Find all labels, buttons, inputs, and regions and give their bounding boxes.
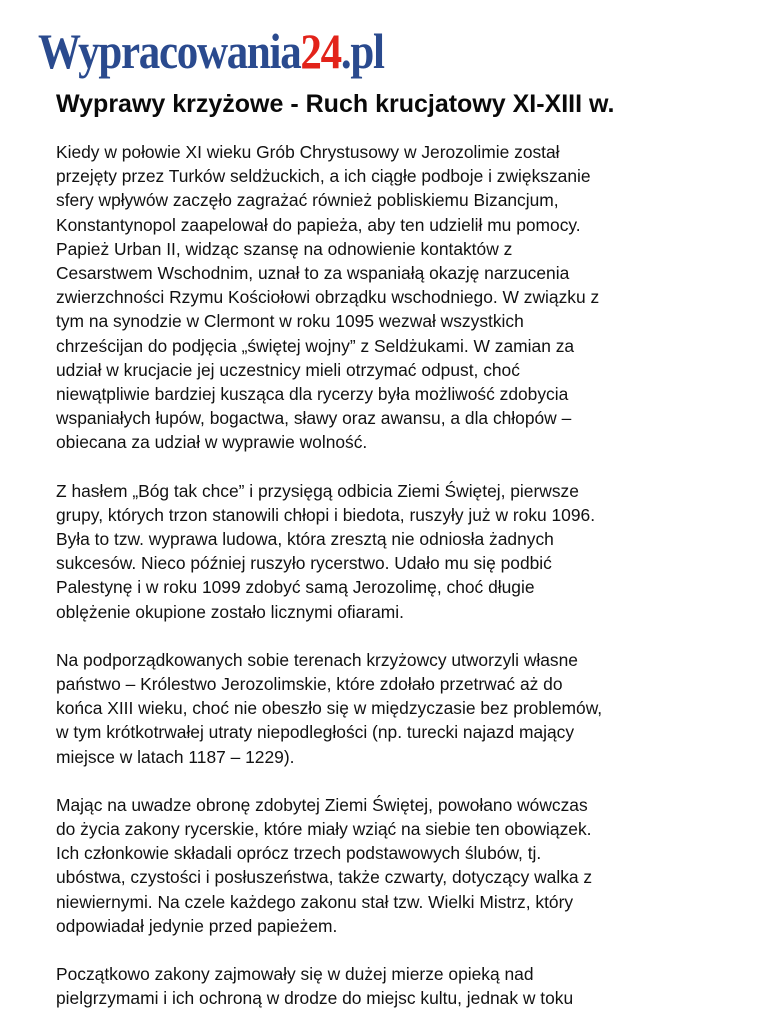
text-line: Mając na uwadze obronę zdobytej Ziemi Świętej, powołano wówczas xyxy=(56,794,588,815)
text-line: w tym krótkotrwałej utraty niepodległości (np. turecki najazd mający xyxy=(56,722,575,743)
text-line: przejęty przez Turków seldżuckich, a ich ciągłe podboje i zwiększanie xyxy=(56,166,591,187)
text-line: grupy, których trzon stanowili chłopi i biedota, ruszyły już w roku 1096. xyxy=(56,504,596,525)
text-line: końca XIII wieku, choć nie obeszło się w międzyczasie bez problemów, xyxy=(56,698,603,719)
text-line: Ich członkowie składali oprócz trzech podstawowych ślubów, tj. xyxy=(56,843,542,864)
text-line: chrześcijan do podjęcia „świętej wojny” z Seldżukami. W zamian za xyxy=(56,335,575,356)
text-line: miejsce w latach 1187 – 1229). xyxy=(56,746,295,767)
text-line: niewątpliwie bardziej kusząca dla rycerzy była możliwość zdobycia xyxy=(56,384,569,405)
logo-tld-text: .pl xyxy=(340,23,384,79)
paragraph xyxy=(56,479,716,624)
text-line: Była to tzw. wyprawa ludowa, która zresztą nie odniosła żadnych xyxy=(56,529,554,550)
paragraph xyxy=(56,648,716,769)
text-line: Cesarstwem Wschodnim, uznał to za wspaniałą okazję narzucenia xyxy=(56,263,570,284)
text-line: obiecana za udział w wyprawie wolność. xyxy=(56,432,368,453)
text-line: Z hasłem „Bóg tak chce” i przysięgą odbicia Ziemi Świętej, pierwsze xyxy=(56,480,579,501)
logo-brand-text: Wypracowania xyxy=(38,23,301,79)
article-title: Wyprawy krzyżowe - Ruch krucjatowy XI-XIII w. xyxy=(56,90,615,118)
text-line: wspaniałych łupów, bogactwa, sławy oraz awansu, a dla chłopów – xyxy=(56,408,572,429)
text-line: odpowiadał jedynie przed papieżem. xyxy=(56,915,338,936)
text-line: Papież Urban II, widząc szansę na odnowienie kontaktów z xyxy=(56,238,513,259)
paragraph xyxy=(56,962,716,1010)
text-line: niewiernymi. Na czele każdego zakonu stał tzw. Wielki Mistrz, który xyxy=(56,891,574,912)
paragraph xyxy=(56,140,716,455)
text-line: do życia zakony rycerskie, które miały wziąć na siebie ten obowiązek. xyxy=(56,819,592,840)
text-line: Kiedy w połowie XI wieku Grób Chrystusowy w Jerozolimie został xyxy=(56,142,560,162)
text-line: sfery wpływów zaczęło zagrażać również pobliskiemu Bizancjum, xyxy=(56,190,559,211)
logo-number-text: 24 xyxy=(300,23,341,79)
text-line: udział w krucjacie jej uczestnicy mieli otrzymać odpust, choć xyxy=(56,359,520,380)
text-line: pielgrzymami i ich ochroną w drodze do miejsc kultu, jednak w toku xyxy=(56,988,574,1009)
text-line: państwo – Królestwo Jerozolimskie, które zdołało przetrwać aż do xyxy=(56,674,563,695)
article-body xyxy=(56,140,716,1035)
paragraph xyxy=(56,793,716,938)
text-line: Na podporządkowanych sobie terenach krzyżowcy utworzyli własne xyxy=(56,649,578,670)
text-line: Początkowo zakony zajmowały się w dużej mierze opieką nad xyxy=(56,964,534,985)
text-line: Konstantynopol zaapelował do papieża, aby ten udzielił mu pomocy. xyxy=(56,214,581,235)
text-line: Palestynę i w roku 1099 zdobyć samą Jerozolimę, choć długie xyxy=(56,577,535,598)
text-line: ubóstwa, czystości i posłuszeństwa, także czwarty, dotyczący walka z xyxy=(56,867,593,888)
text-line: sukcesów. Nieco później ruszyło rycerstwo. Udało mu się podbić xyxy=(56,553,552,574)
text-line: oblężenie okupione zostało licznymi ofiarami. xyxy=(56,601,404,622)
site-logo[interactable] xyxy=(38,14,384,79)
text-line: zwierzchności Rzymu Kościołowi obrządku wschodniego. W związku z xyxy=(56,287,600,308)
text-line: tym na synodzie w Clermont w roku 1095 wezwał wszystkich xyxy=(56,311,524,332)
